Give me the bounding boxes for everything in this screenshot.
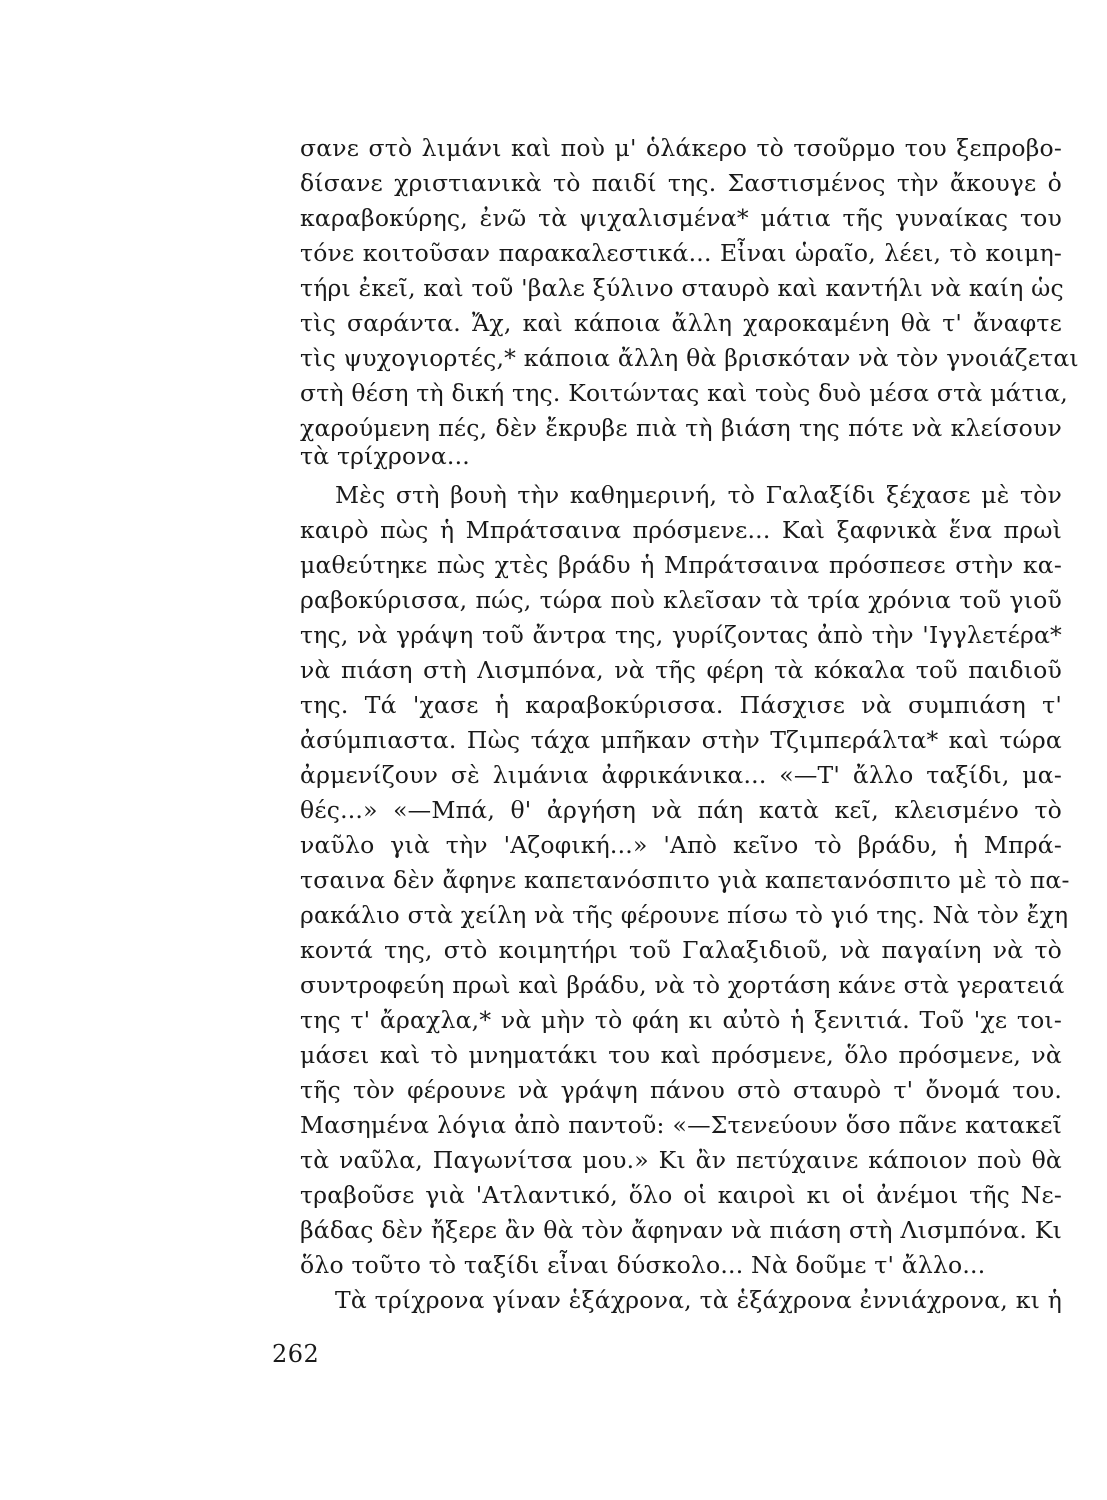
text-line: τὰ ναῦλα, Παγωνίτσα μου.» Κι ἂν πετύχαινε κάποιον ποὺ θὰ bbox=[300, 1146, 1062, 1174]
text-line: χαρούμενη πές, δὲν ἔκρυβε πιὰ τὴ βιάση της πότε νὰ κλείσουν bbox=[300, 414, 1062, 442]
text-line: ρακάλιο στὰ χείλη νὰ τῆς φέρουνε πίσω τὸ γιό της. Νὰ τὸν ἔχη bbox=[300, 901, 1069, 929]
text-line: της, νὰ γράψη τοῦ ἄντρα της, γυρίζοντας ἀπὸ τὴν 'Ιγγλετέρα* bbox=[300, 621, 1062, 649]
text-line: τήρι ἐκεῖ, καὶ τοῦ 'βαλε ξύλινο σταυρὸ καὶ καντήλι νὰ καίη ὡς bbox=[300, 274, 1064, 302]
text-line: ραβοκύρισσα, πώς, τώρα ποὺ κλεῖσαν τὰ τρία χρόνια τοῦ γιοῦ bbox=[300, 586, 1062, 614]
text-line: ὅλο τοῦτο τὸ ταξίδι εἶναι δύσκολο... Νὰ δοῦμε τ' ἄλλο... bbox=[300, 1251, 986, 1279]
text-line: Μασημένα λόγια ἀπὸ παντοῦ: «—Στενεύουν ὅσο πᾶνε κατακεῖ bbox=[300, 1111, 1062, 1139]
text-line: δίσανε χριστιανικὰ τὸ παιδί της. Σαστισμένος τὴν ἄκουγε ὁ bbox=[300, 169, 1062, 197]
text-line: της τ' ἄραχλα,* νὰ μὴν τὸ φάη κι αὐτὸ ἡ ξενιτιά. Τοῦ 'χε τοι- bbox=[300, 1006, 1062, 1034]
text-line: τόνε κοιτοῦσαν παρακαλεστικά... Εἶναι ὡραῖο, λέει, τὸ κοιμη- bbox=[300, 239, 1062, 267]
page-number: 262 bbox=[272, 1340, 320, 1368]
text-line: τὶς σαράντα. Ἄχ, καὶ κάποια ἄλλη χαροκαμένη θὰ τ' ἄναφτε bbox=[300, 309, 1062, 337]
text-line: θές...» «—Μπά, θ' ἀργήση νὰ πάη κατὰ κεῖ, κλεισμένο τὸ bbox=[300, 796, 1062, 824]
text-line: κοντά της, στὸ κοιμητήρι τοῦ Γαλαξιδιοῦ, νὰ παγαίνη νὰ τὸ bbox=[300, 936, 1062, 964]
text-line: νὰ πιάση στὴ Λισμπόνα, νὰ τῆς φέρη τὰ κόκαλα τοῦ παιδιοῦ bbox=[300, 656, 1062, 684]
paragraph-first-line: Τὰ τρίχρονα γίναν ἑξάχρονα, τὰ ἑξάχρονα ἐννιάχρονα, κι ἡ bbox=[335, 1286, 1062, 1314]
text-line: βάδας δὲν ἤξερε ἂν θὰ τὸν ἄφηναν νὰ πιάση στὴ Λισμπόνα. Κι bbox=[300, 1216, 1062, 1244]
text-line: τὶς ψυχογιορτές,* κάποια ἄλλη θὰ βρισκόταν νὰ τὸν γνοιάζεται bbox=[300, 344, 1079, 372]
text-line: καραβοκύρης, ἐνῶ τὰ ψιχαλισμένα* μάτια τῆς γυναίκας του bbox=[300, 204, 1062, 232]
text-line: τσαινα δὲν ἄφηνε καπετανόσπιτο γιὰ καπετανόσπιτο μὲ τὸ πα- bbox=[300, 866, 1070, 894]
text-line: συντροφεύη πρωὶ καὶ βράδυ, νὰ τὸ χορτάση κάνε στὰ γερατειά bbox=[300, 971, 1065, 999]
text-line: ἀρμενίζουν σὲ λιμάνια ἀφρικάνικα... «—Τ' ἄλλο ταξίδι, μα- bbox=[300, 761, 1062, 789]
text-line: τῆς τὸν φέρουνε νὰ γράψη πάνου στὸ σταυρὸ τ' ὄνομά του. bbox=[300, 1076, 1062, 1104]
text-line: ναῦλο γιὰ τὴν 'Αζοφική...» 'Απὸ κεῖνο τὸ βράδυ, ἡ Μπρά- bbox=[300, 831, 1062, 859]
paragraph-first-line: Μὲς στὴ βουὴ τὴν καθημερινή, τὸ Γαλαξίδι ξέχασε μὲ τὸν bbox=[335, 481, 1062, 509]
text-line: τραβοῦσε γιὰ 'Ατλαντικό, ὅλο οἱ καιροὶ κι οἱ ἀνέμοι τῆς Νε- bbox=[300, 1181, 1062, 1209]
text-line: καιρὸ πὼς ἡ Μπράτσαινα πρόσμενε... Καὶ ξαφνικὰ ἕνα πρωὶ bbox=[300, 516, 1062, 544]
text-line: μαθεύτηκε πὼς χτὲς βράδυ ἡ Μπράτσαινα πρόσπεσε στὴν κα- bbox=[300, 551, 1062, 579]
text-line: μάσει καὶ τὸ μνηματάκι του καὶ πρόσμενε, ὅλο πρόσμενε, νὰ bbox=[300, 1041, 1062, 1069]
text-line: ἀσύμπιαστα. Πὼς τάχα μπῆκαν στὴν Τζιμπεράλτα* καὶ τώρα bbox=[300, 726, 1062, 754]
text-line: σανε στὸ λιμάνι καὶ ποὺ μ' ὁλάκερο τὸ τσοῦρμο του ξεπροβο- bbox=[300, 134, 1062, 162]
text-line: στὴ θέση τὴ δική της. Κοιτώντας καὶ τοὺς δυὸ μέσα στὰ μάτια, bbox=[300, 379, 1068, 407]
text-line: τὰ τρίχρονα... bbox=[300, 442, 470, 470]
text-line: της. Τά 'χασε ἡ καραβοκύρισσα. Πάσχισε νὰ συμπιάση τ' bbox=[300, 691, 1062, 719]
